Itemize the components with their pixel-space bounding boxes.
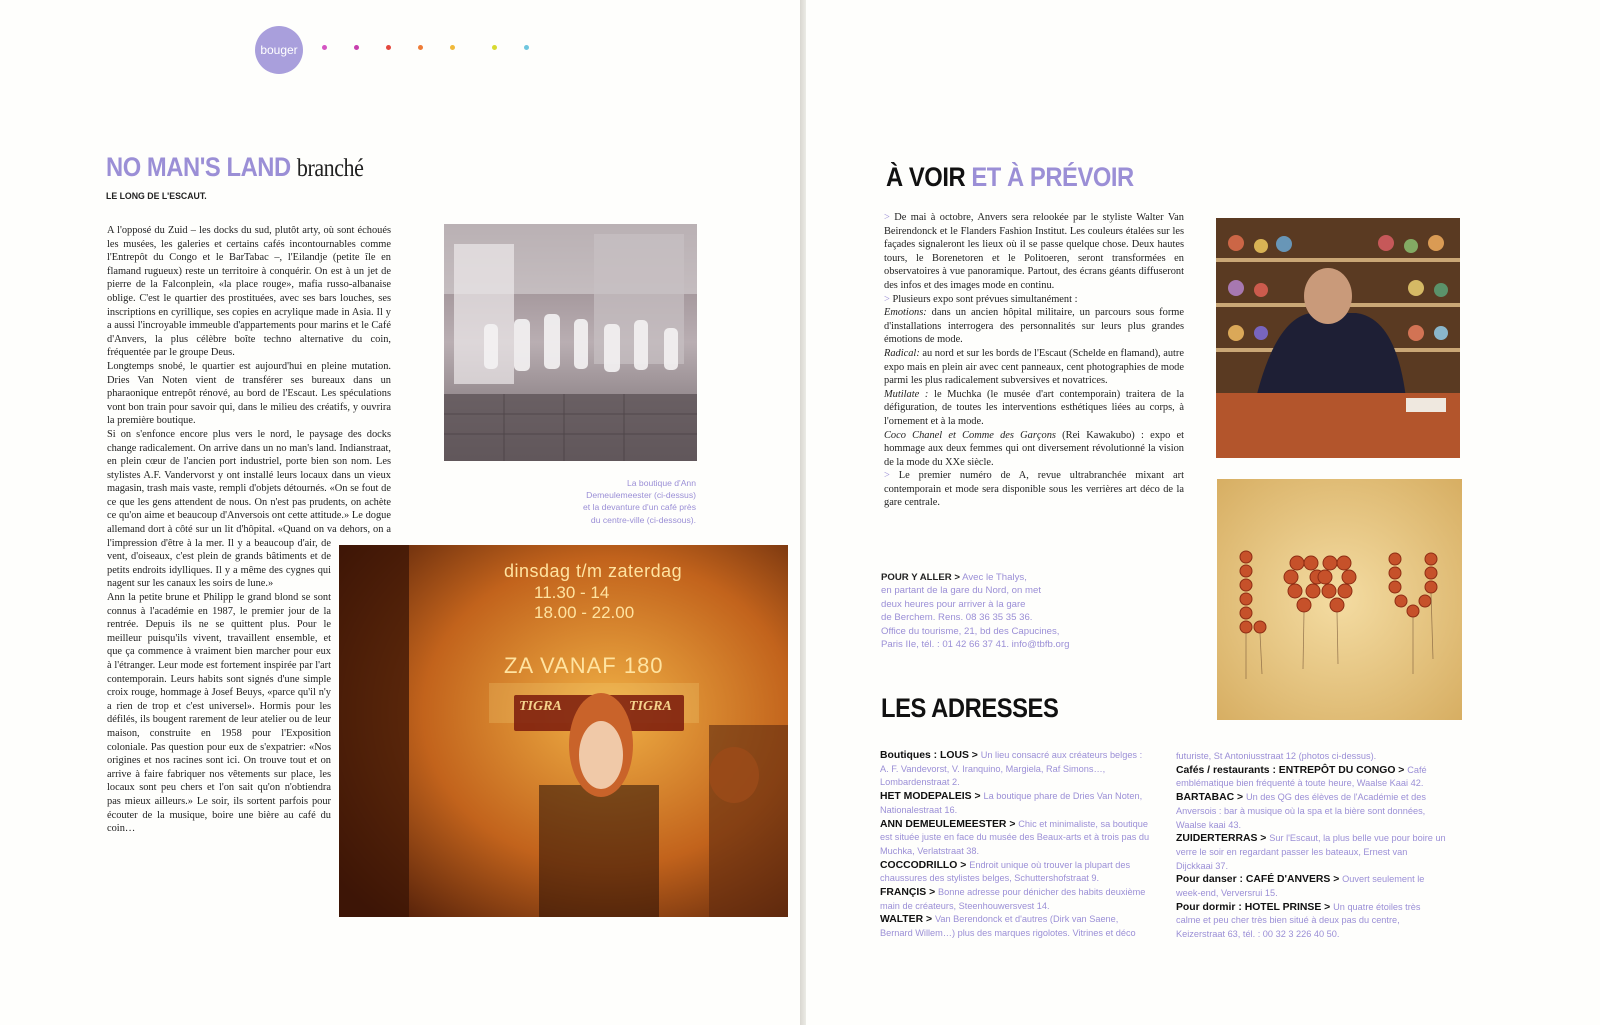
address-name: Pour danser : CAFÉ D'ANVERS > [1176,874,1343,886]
color-dot [386,45,391,50]
article-title [106,152,363,183]
address-name: ZUIDERTERRAS > [1176,833,1270,845]
agenda-title-bold: À VOIR [886,162,966,192]
article-paragraph: Longtemps snobé, le quartier est aujourd'hui en pleine mutation. Dries Van Noten vient de transférer ses bureaux dans un pharaonique entrepôt rénové, au bord de l'Escaut. Les spéculations vont bon train pour savoir qui, dans le milieu des créatifs, y ouvrira la première boutique. [107,360,391,427]
article-title-light: branché [296,155,364,182]
caption-line: et la devanture d'un café près [583,502,696,513]
address-entry [880,790,1150,817]
article-paragraph: Ann la petite brune et Philipp le grand blond se sont connus à l'académie en 1987, le premier jour de la rentrée. Depuis ils ne se quittent plus. Pour le meilleur puisqu'ils vivent, travaillent ensemble, et que ça commence à vraiment bien marcher pour eux à l'étranger. Leur mode est fortement inspirée par l'art contemporain. Leurs habits sont signés d'une simple croix rouge, hommage à Josef Beuys, «parce qu'il n'y a rien de trop et c'est universel». Hormis pour les défilés, ils bougent rarement de leur atelier ou de leur maison, construite en 1958 pour l'Exposition coloniale. Pas question pour eux de s'expatrier: «Nos origines et nos racines sont ici. On trouve tout et on arrive à faire fabriquer nos vêtements sur place, les locaux sont peu chers et l'on sait qu'on n'obtiendra pas mieux ailleurs.» Le soir, ils sortent parfois pour écouter de la musique, boire une bière au café du coin… [107,592,331,835]
arrow-icon: > [884,212,895,223]
cafe-sign-hours-2: 18.00 - 22.00 [534,603,635,622]
article-paragraph: A l'opposé du Zuid – les docks du sud, plutôt arty, où sont échoués les musées, les galeries et certains cafés incontournables comme l'Entrepôt du Congo et le BarTabac –, l'Eilandje (petite île en flamand rugueux) reste un territoire à conquérir. On est à un jet de pierre de la Falconplein, «la place rouge», mafia russo-albanaise oblige. C'est le quartier des prostituées, avec ses bars louches, ses inscriptions en cyrillique, ses copies en acrylique made in Asia. Il y a aussi l'incroyable immeuble d'appartements pour marins et le Café d'Anvers, la plus célèbre boîte techno alternative du coin, fréquentée par le groupe Deus. [107,225,391,359]
agenda-item-text: Le premier numéro de A, revue ultrabranchée mixant art contemporain et mode sera disponible sous les verrières art déco de la gare centrale. [884,470,1184,509]
caption-line: du centre-ville (ci-dessous). [590,514,696,525]
address-description: Un des QG des élèves de l'Académie et des Anversois : bar à musique où la spa et la bière sont données, Waalse kaai 43. [1176,792,1426,830]
article-subtitle: LE LONG DE L'ESCAUT. [106,191,207,202]
travel-info-line: Paris IIe, tél. : 01 42 66 37 41. info@tbfb.org [881,639,1070,651]
address-entry [1176,873,1446,900]
address-entry [1176,791,1446,832]
agenda-body [884,211,1184,510]
arrow-icon: > [884,470,899,482]
boutique-photo [444,224,697,461]
agenda-item [884,429,1184,470]
address-entry [880,859,1150,886]
travel-info-heading: POUR Y ALLER [881,572,952,583]
address-entry [1176,832,1446,873]
agenda-item [884,306,1184,347]
travel-info-line: Office du tourisme, 21, bd des Capucines, [881,625,1060,637]
right-page [806,0,1600,1025]
agenda-title [886,162,1134,193]
addresses-title: LES ADRESSES [881,693,1059,723]
address-description: Endroit unique où trouver la plupart des chaussures des stylistes belges, Schuttershofstraat 9. [880,859,1131,884]
address-description: Un quatre étoiles très calme et peu cher très bien situé à deux pas du centre, Keizerstraat 63, tél. : 00 32 3 226 40 50. [1176,901,1421,940]
agenda-item-text: Plusieurs expo sont prévues simultanément : [892,293,1078,305]
cafe-sign-hours-1: 11.30 - 14 [534,583,610,602]
color-dot [418,45,423,50]
travel-info: POUR Y ALLER > Avec le Thalys, en partant de la gare du Nord, on met deux heures pour arriver à la gare de Berchem. Rens. 08 36 35 35 36. Office du tourisme, 21, bd des Capucines, Paris IIe, tél. : 01 42 66 37 41. info@tbfb.org [881,571,1121,651]
address-description: Chic et minimaliste, sa boutique est située juste en face du musée des Beaux-arts et à trois pas du Muchka, Verlatstraat 38. [880,818,1150,856]
agenda-item [884,469,1184,510]
address-description: Bonne adresse pour dénicher des habits deuxième main de créateurs, Steenhouwersvest 14. [880,887,1146,911]
agenda-item-text: le Muchka (le musée d'art contemporain) traitera de la défiguration, de toutes les interventions esthétiques liées au corps, à l'ornement et à la mode. [884,388,1184,427]
addresses-column-2 [1176,750,1446,942]
travel-info-line: deux heures pour arriver à la gare [881,598,1026,610]
beaded-artwork-photo [1217,479,1462,720]
agenda-item-text: au nord et sur les bords de l'Escaut (Schelde en flamand), autre expo mais en plein air avec cent panneaux, cent photographies de mode parmi les plus radicalement subversives et novatrices. [884,347,1184,387]
photo-caption [545,477,696,526]
color-dot [322,45,327,50]
address-entry [1176,901,1446,942]
address-name: HET MODEPALEIS > [880,791,984,803]
agenda-item [884,388,1184,429]
agenda-item-text: (Rei Kawakubo) : expo et hommage aux deux femmes qui ont diversement révolutionné la vision de la mode du XXe siècle. [884,429,1185,468]
caption-line: Demeulemeester (ci-dessus) [586,490,696,501]
address-name: ANN DEMEULEMEESTER > [880,818,1019,830]
arrow-icon: > [884,293,893,305]
agenda-item-lead: Mutilate : [884,388,935,400]
caption-line: La boutique d'Ann [626,478,696,488]
color-dot [492,45,497,50]
address-entry [880,818,1150,859]
travel-info-line: de Berchem. Rens. 08 36 35 35 36. [881,612,1033,624]
address-name: COCCODRILLO > [880,859,970,871]
addresses-column-1 [880,749,1150,941]
address-entry [880,749,1150,790]
address-entry [1176,764,1446,791]
address-description: Café emblématique bien fréquenté à toute heure, Waalse Kaai 42. [1176,764,1427,789]
agenda-title-accent: ET À PRÉVOIR [971,162,1134,192]
travel-info-line: en partant de la gare du Nord, on met [881,585,1041,597]
address-name: WALTER > [880,914,935,926]
agenda-item-text: De mai à octobre, Anvers sera relookée par le styliste Walter Van Beirendonck et le Flanders Fashion Institut. Les couleurs étalées sur les façades signaleront les lieux où il se passe quelque chose. Deux hautes tours, le Borenetoren et le Politoeren, seront transformées en observatoires à vue panoramique. Partout, des écrans géants diffuseront des infos et des images mode en continu. [884,212,1184,291]
address-description: Van Berendonck et d'autres (Dirk van Saene, Bernard Willem…) plus des marques rigolotes. Vitrines et déco [880,914,1136,939]
article-title-bold: NO MAN'S LAND [106,152,291,182]
address-name: Pour dormir : HOTEL PRINSE > [1176,901,1334,913]
address-description: Un lieu consacré aux créateurs belges : A. F. Vandevorst, V. Iranquino, Margiela, Raf Simons…, Lombardenstraat 2. [880,750,1143,788]
address-name: FRANÇIS > [880,887,939,899]
section-label: bouger [260,43,298,57]
address-description: Sur l'Escaut, la plus belle vue pour boire un verre le soir en regardant passer les bateaux, Ernest van Dijckkaai 37. [1176,833,1446,871]
address-name: BARTABAC > [1176,792,1246,804]
agenda-item-lead: Emotions: [884,307,932,319]
address-description: La boutique phare de Dries Van Noten, Nationalestraat 16. [880,791,1143,815]
tigra-sign-right: TIGRA [629,699,672,714]
travel-info-line: Avec le Thalys, [962,572,1027,583]
address-description: futuriste, St Antoniusstraat 12 (photos ci-dessus). [1176,751,1377,761]
designer-portrait-photo [1216,218,1460,458]
article-paragraph: Si on s'enfonce encore plus vers le nord, le paysage des docks change radicalement. On arrive dans un no man's land. Indianstraat, en plein cœur de l'ancien port industriel, porte bien son nom. Les stylistes A.F. Vandervorst y ont installé leurs locaux dans un vieux magasin, trash mais vaste, rempli d'objets détournés. «On se fout de ce que les gens attendent de nous. On n'est pas prudents, on achète ce qu'on aime et beaucoup d'Anversois ont cette attitude.» Le dogue allemand dort à côté sur un lit d'hôpital. «Quand on va dehors, on a l'impression d'être à la mer. Il y a beaucoup d'air, de vent, d'oiseaux, c'est plein de grands bâtiments et de petits endroits idylliques. Il y a même des cygnes qui nagent sur les canaux les soirs de lune.» [107,428,391,590]
address-name: Cafés / restaurants : ENTREPÔT DU CONGO > [1176,764,1408,776]
color-dot [524,45,529,50]
address-entry [1176,750,1446,764]
cafe-photo [339,545,788,917]
cafe-sign-hours-title: dinsdag t/m zaterdag [504,561,683,581]
tigra-sign-left: TIGRA [519,699,562,714]
agenda-item [884,211,1184,293]
address-description: Ouvert seulement le week-end, Verversrui 15. [1176,874,1425,899]
address-name: Boutiques : LOUS > [880,750,981,761]
address-entry [880,886,1150,913]
cafe-sign-name: ZA VANAF 180 [504,653,664,678]
agenda-item-lead: Coco Chanel et Comme des Garçons [884,429,1063,441]
section-badge [255,26,303,74]
address-entry [880,913,1150,940]
color-dot [354,45,359,50]
agenda-item [884,293,1184,307]
color-dot [450,45,455,50]
agenda-item [884,347,1184,388]
agenda-item-lead: Radical: [884,347,923,359]
agenda-item-text: dans un ancien hôpital militaire, un parcours sous forme d'installations interrogera des personnalités sur leurs plus grandes émotions de mode. [884,307,1184,346]
